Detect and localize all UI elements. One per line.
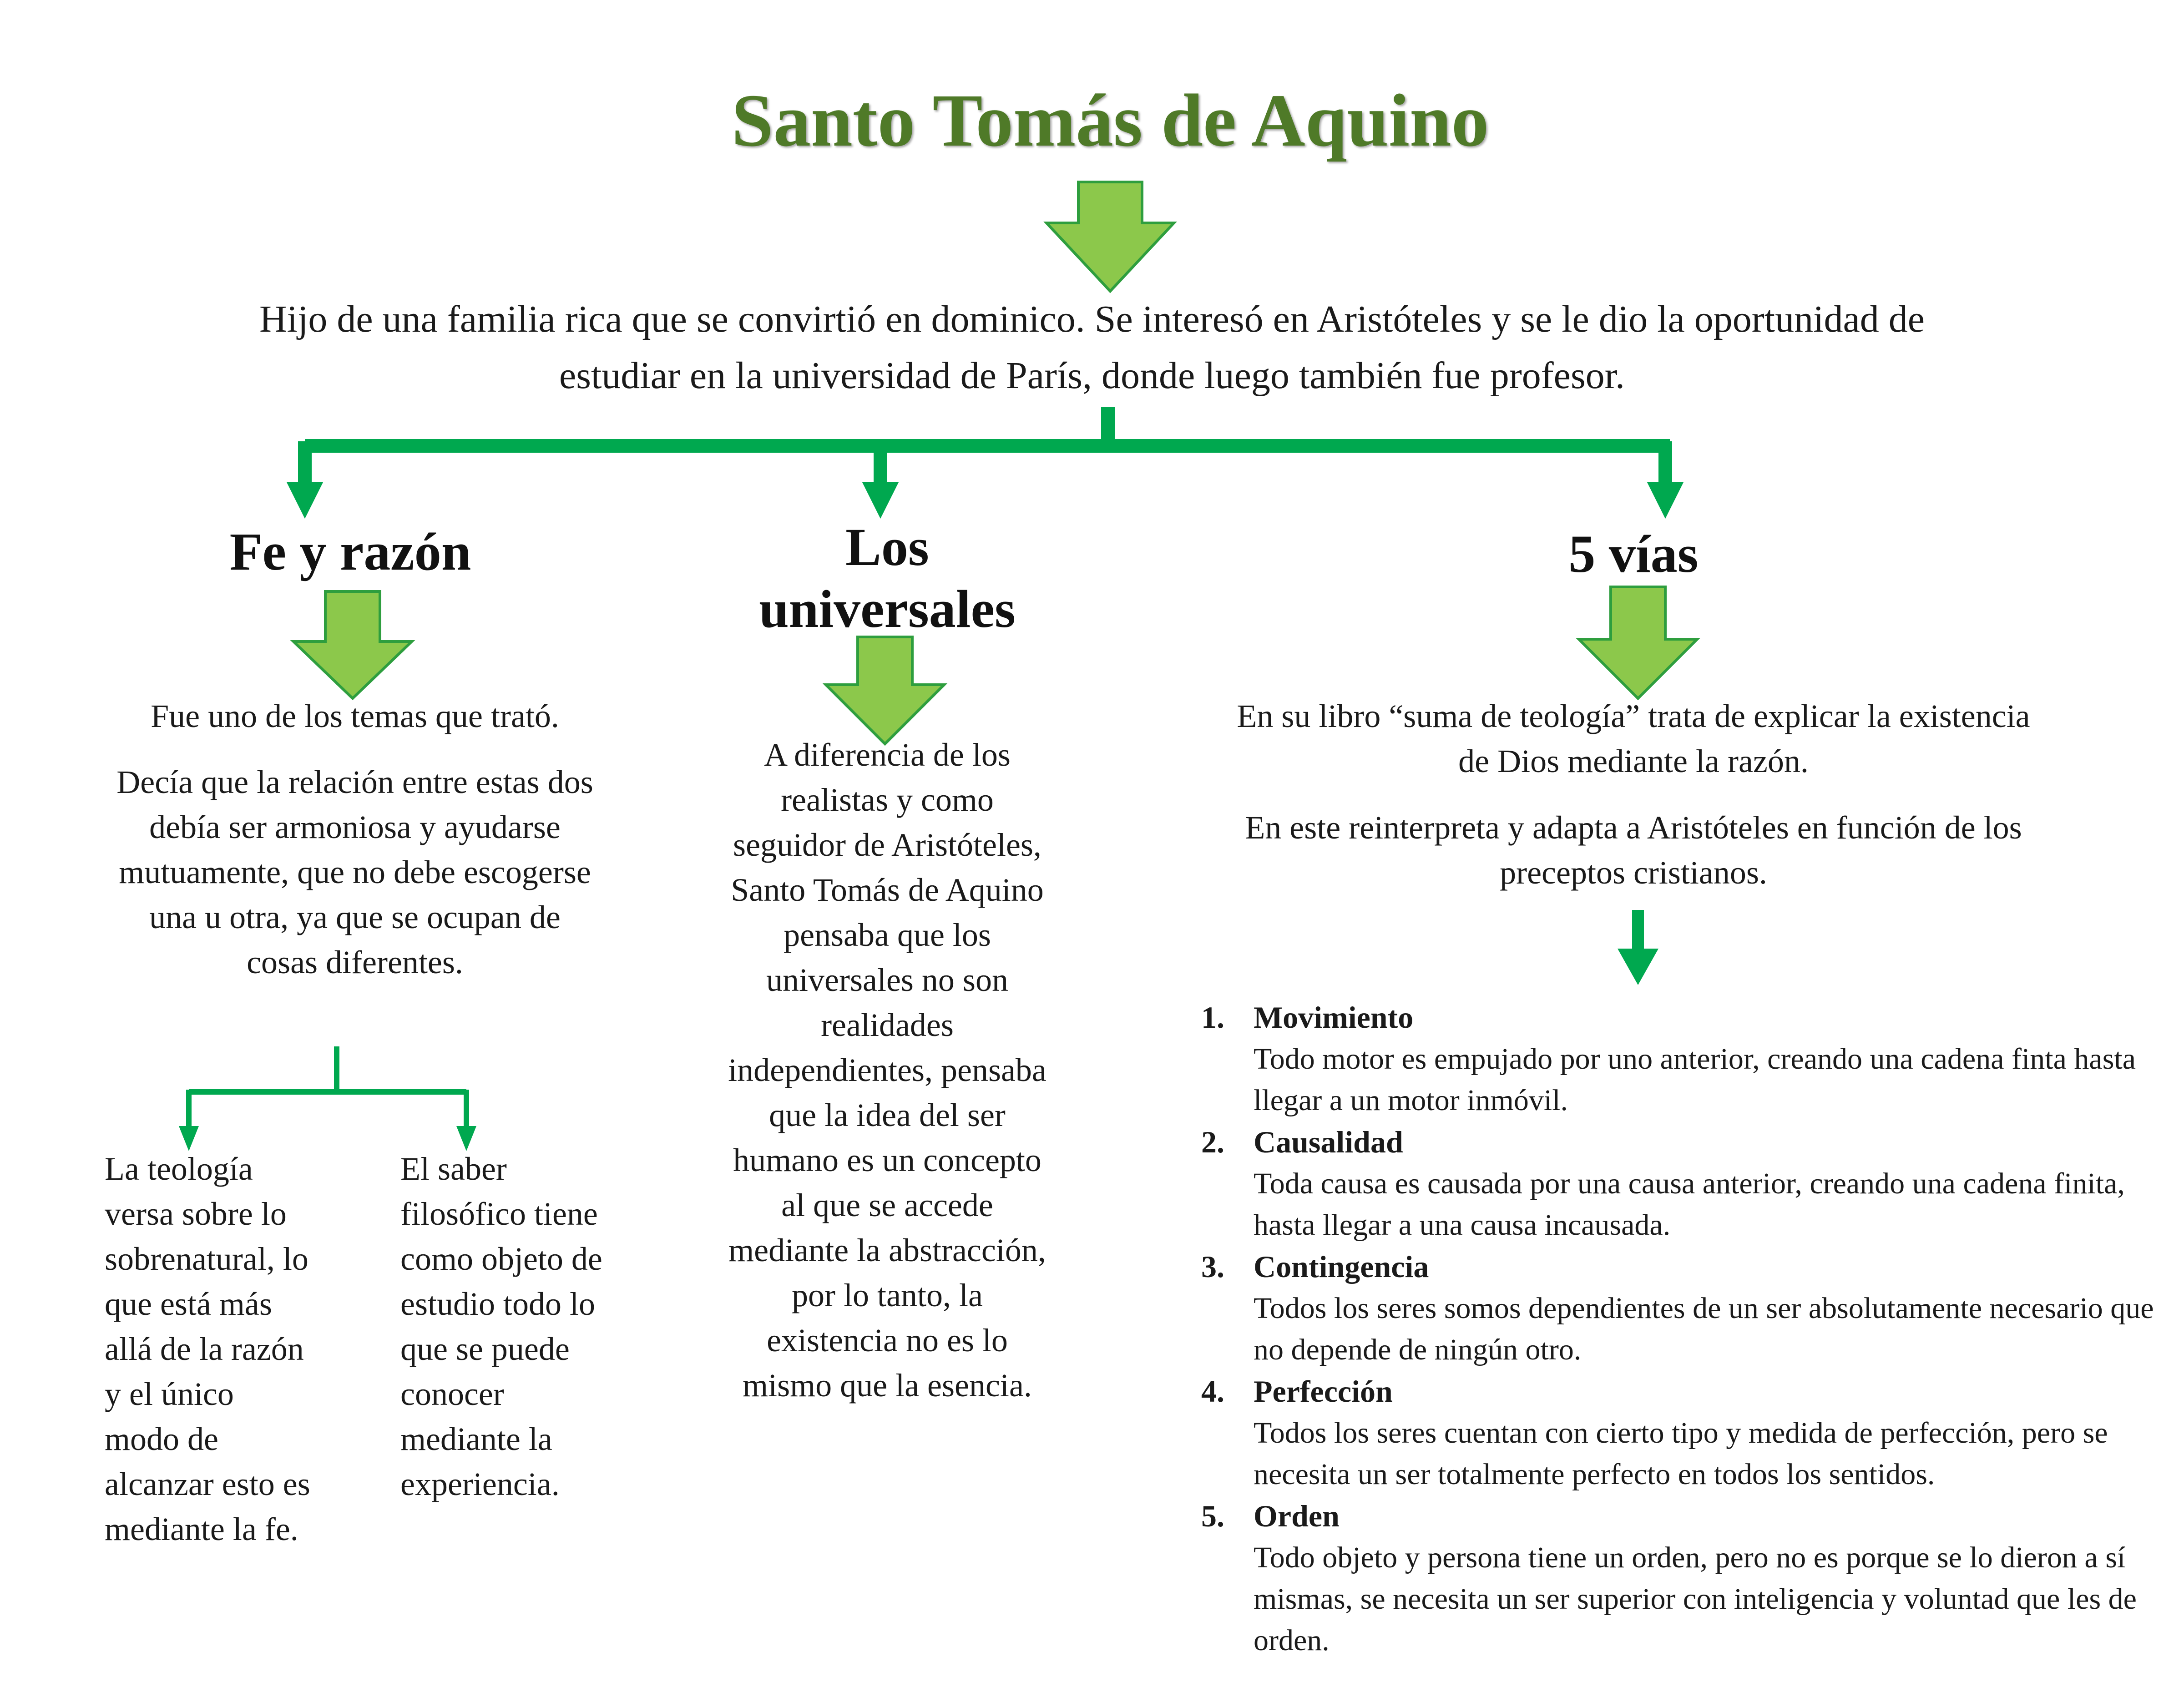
list-item [1201, 1246, 2170, 1370]
list-item-number: 3. [1201, 1249, 1224, 1284]
down-arrow-universales [826, 637, 944, 744]
list-item-title: Movimiento [1254, 1000, 1414, 1035]
list-item [1201, 996, 2170, 1121]
list-item-number: 2. [1201, 1125, 1224, 1159]
fe-razon-intro: Fue uno de los temas que trató. [151, 698, 559, 734]
list-item-title: Causalidad [1254, 1125, 1403, 1159]
list-item-description: Todo objeto y persona tiene un orden, pero no es porque se lo dieron a sí mismas, se necesita un ser superior con inteligencia y voluntad que les de orden. [1254, 1541, 2137, 1657]
branch-arrowhead-vias [1647, 482, 1684, 519]
branch-arrowhead-fe [287, 482, 323, 519]
heading-universales: Los universales [759, 517, 1016, 639]
list-item [1201, 1121, 2170, 1246]
universales-text: A diferencia de los realistas y como seguidor de Aristóteles, Santo Tomás de Aquino pensaba que los universales no son realidades independientes, pensaba que la idea del ser humano es un concepto al que se accede mediante la abstracción, por lo tanto, la existencia no es lo mismo que la esencia. [728, 737, 1046, 1404]
down-arrow-title [1046, 182, 1174, 291]
heading-fe-razon: Fe y razón [229, 522, 471, 581]
down-arrow-vias [1579, 587, 1697, 698]
down-arrow-fe [293, 591, 412, 698]
list-item-number: 1. [1201, 1000, 1224, 1035]
list-item-description: Todos los seres cuentan con cierto tipo y medida de perfección, pero se necesita un ser totalmente perfecto en todos los sentidos. [1254, 1416, 2108, 1491]
vias-intro: En su libro “suma de teología” trata de explicar la existencia de Dios mediante la razón. [1237, 698, 2030, 779]
list-item-title: Orden [1254, 1499, 1340, 1533]
teologia-text: La teología versa sobre lo sobrenatural, lo que está más allá de la razón y el único modo de alcanzar esto es mediante la fe. [105, 1151, 310, 1547]
fe-razon-description: Decía que la relación entre estas dos debía ser armoniosa y ayudarse mutuamente, que no debe escogerse una u otra, ya que se ocupan de cosas diferentes. [116, 764, 593, 980]
vias-list-arrowhead [1618, 949, 1658, 985]
fe-split-connector [189, 1046, 466, 1133]
filosofia-text: El saber filosófico tiene como objeto de estudio todo lo que se puede conocer mediante la experiencia. [400, 1151, 602, 1502]
branch-arrowhead-universales [862, 482, 899, 519]
list-item [1201, 1370, 2170, 1495]
list-item-title: Perfección [1254, 1374, 1393, 1409]
intro-text: Hijo de una familia rica que se convirtió en dominico. Se interesó en Aristóteles y se le dio la oportunidad de estudiar en la universidad de París, donde luego también fue profesor. [259, 298, 1925, 397]
list-item-description: Todos los seres somos dependientes de un ser absolutamente necesario que no depende de ningún otro. [1254, 1292, 2154, 1366]
list-item-number: 4. [1201, 1374, 1224, 1409]
heading-5-vias: 5 vías [1568, 524, 1699, 584]
vias-description: En este reinterpreta y adapta a Aristóteles en función de los preceptos cristianos. [1245, 809, 2022, 891]
branch-connector [305, 407, 1670, 485]
list-item-description: Todo motor es empujado por uno anterior, creando una cadena finta hasta llegar a un motor inmóvil. [1254, 1042, 2136, 1117]
list-item-title: Contingencia [1254, 1249, 1429, 1284]
page-title: Santo Tomás de Aquino [731, 79, 1489, 162]
list-item-description: Toda causa es causada por una causa anterior, creando una cadena finita, hasta llegar a una causa incausada. [1254, 1167, 2125, 1242]
list-item [1201, 1495, 2170, 1661]
vias-list [1201, 996, 2170, 1661]
list-item-number: 5. [1201, 1499, 1224, 1533]
